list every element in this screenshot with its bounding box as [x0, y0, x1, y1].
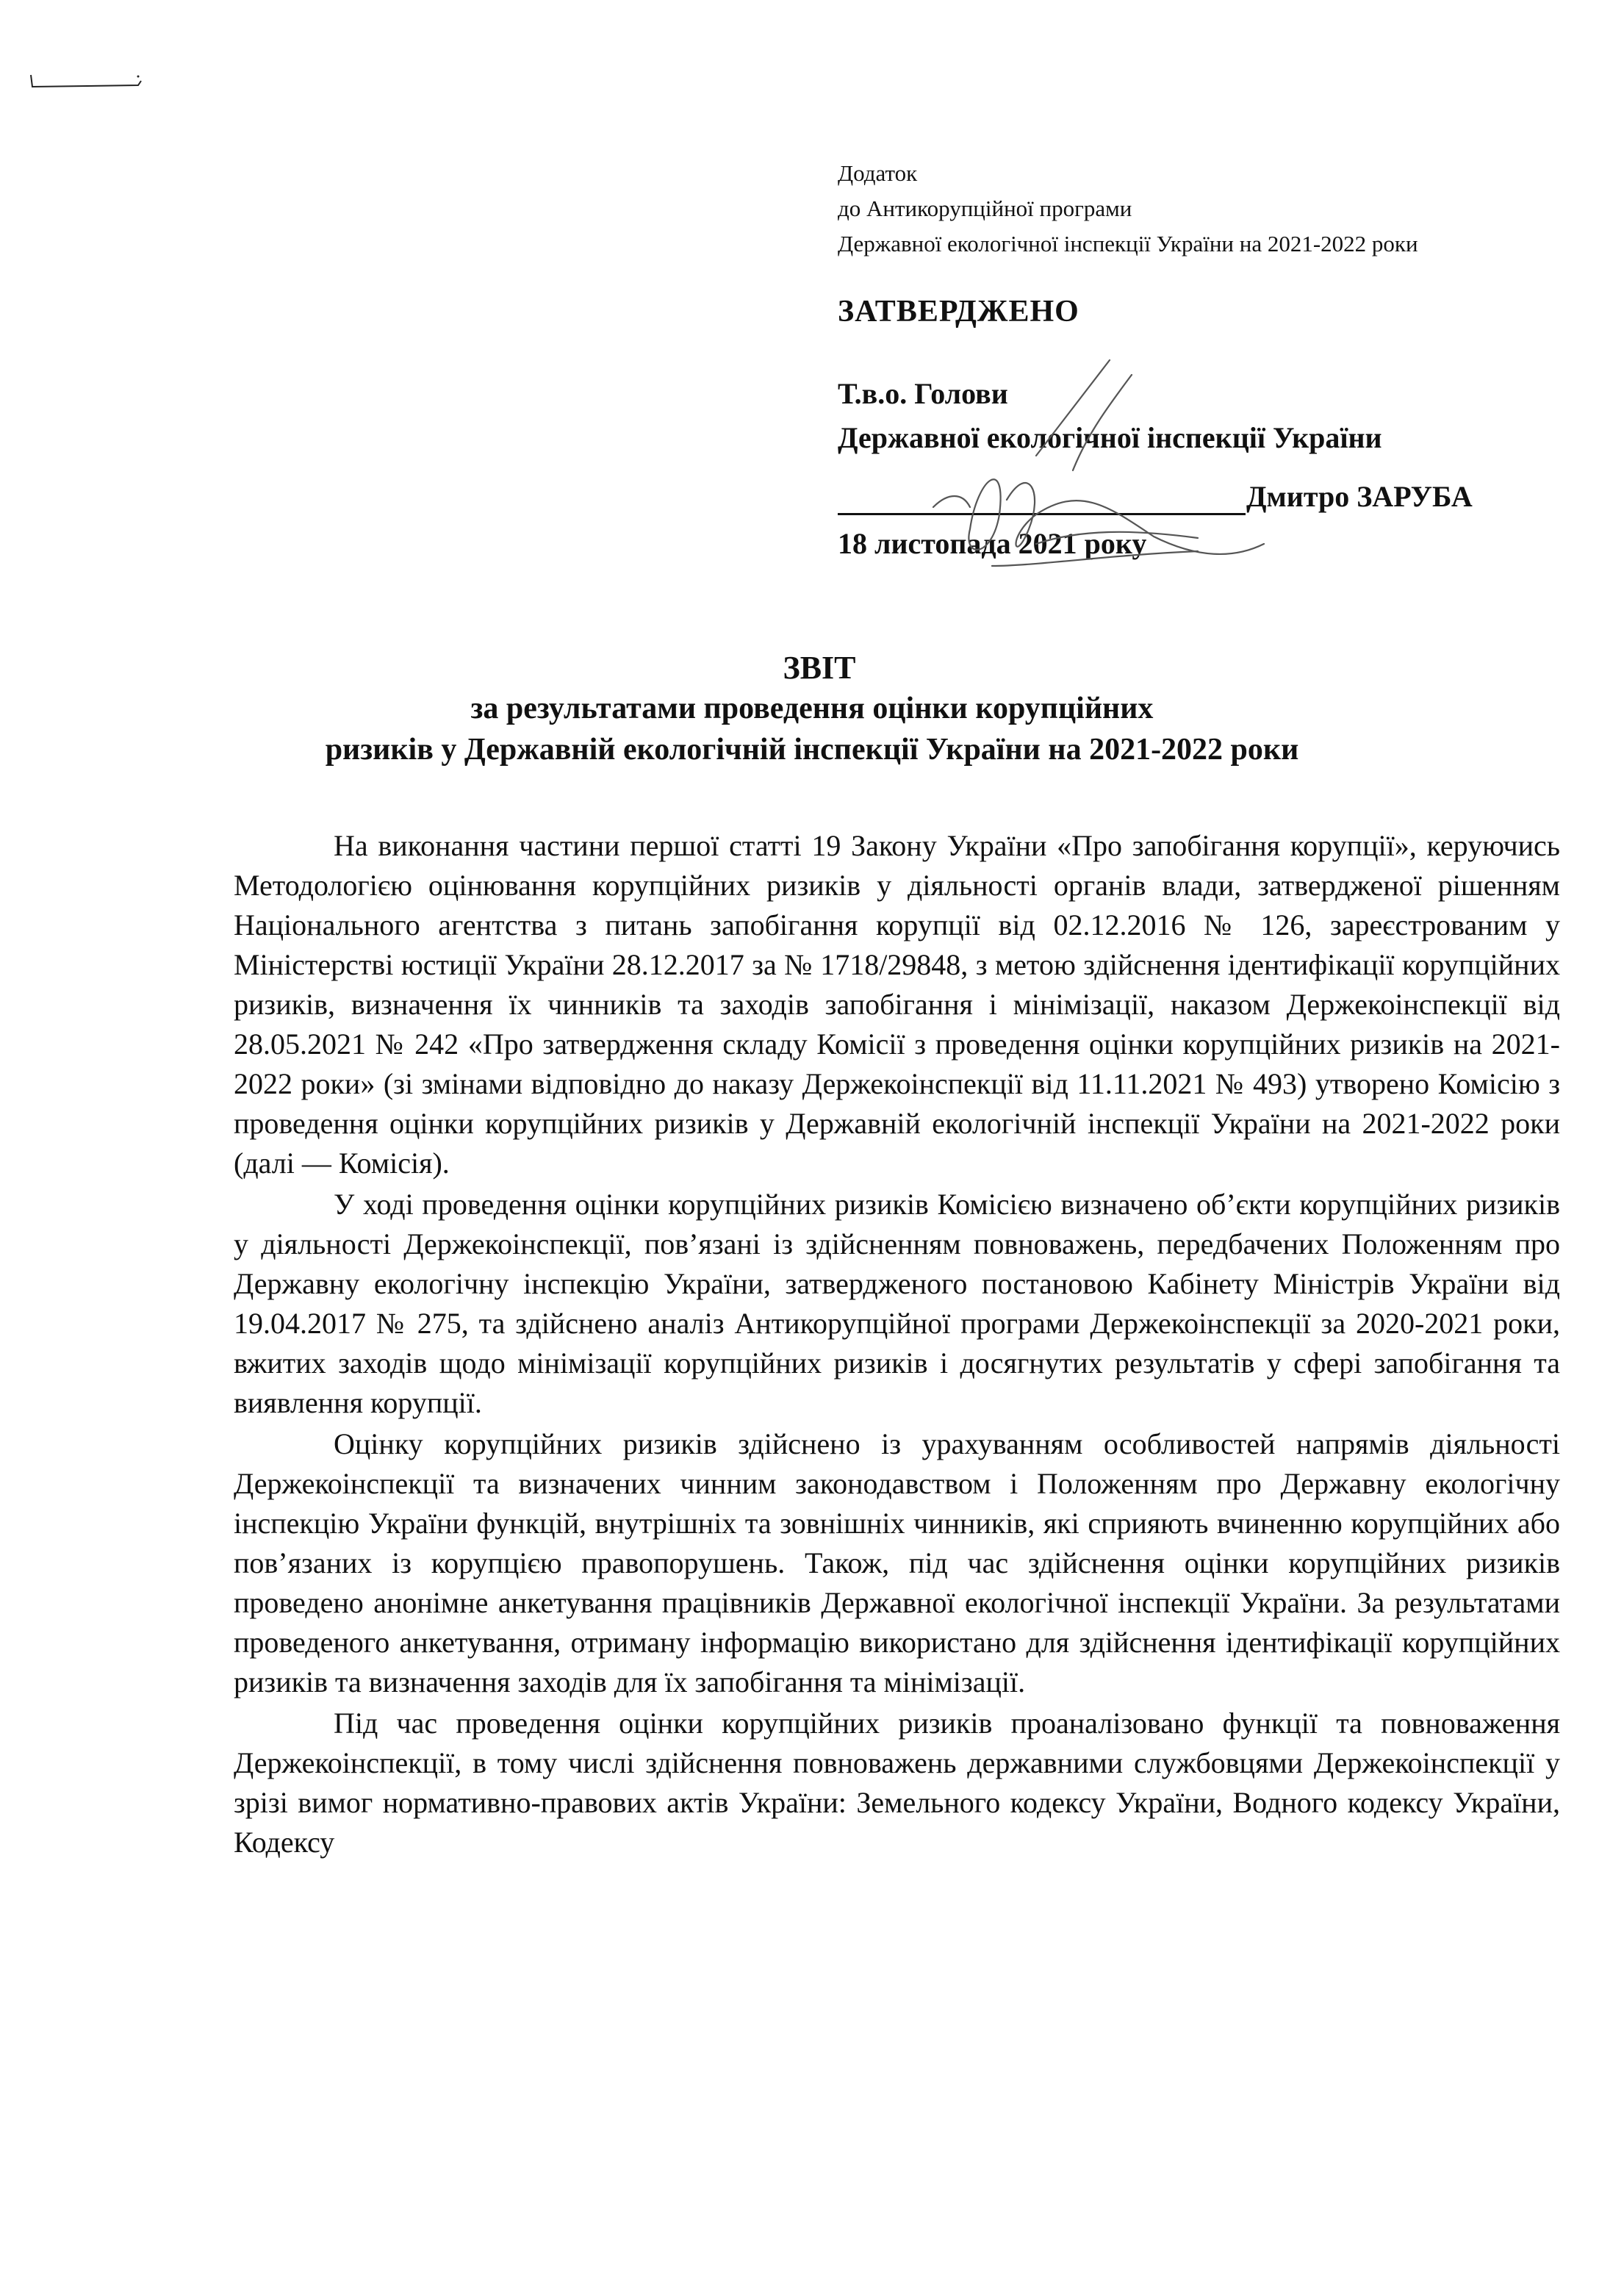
report-subtitle-line-2: ризиків у Державній екологічній інспекції України на 2021-2022 роки [325, 733, 1299, 767]
report-subtitle-line-1: за результатами проведення оцінки корупційних [470, 692, 1154, 725]
approval-title: ЗАТВЕРДЖЕНО [838, 295, 1079, 329]
body-paragraph: Оцінку корупційних ризиків здійснено із урахуванням особливостей напрямів діяльності Держекоінспекції та визначених чинним законодавством і Положенням про Державну екологічну інспекцію України функцій, внутрішніх та зовнішніх чинників, які сприяють вчиненню корупційних або пов’язаних із корупцією правопорушень. Також, під час здійснення оцінки корупційних ризиків проведено анонімне анкетування працівників Державної екологічної інспекції України. За результатами проведеного анкетування, отриману інформацію використано для здійснення ідентифікації корупційних ризиків та визначення заходів для їх запобігання та мінімізації. [234, 1427, 1560, 1698]
body-paragraph: На виконання частини першої статті 19 Закону України «Про запобігання корупції», керуючись Методологією оцінювання корупційних ризиків у діяльності органів влади, затвердженої рішенням Національного агентства з питань запобігання корупції від 02.12.2016 № 126, зареєстрованим у Міністерстві юстиції України 28.12.2017 за № 1718/29848, з метою здійснення ідентифікації корупційних ризиків, визначення їх чинників та заходів запобігання і мінімізації, наказом Держекоінспекції від 28.05.2021 № 242 «Про затвердження складу Комісії з проведення оцінки корупційних ризиків на 2021-2022 роки» (зі змінами відповідно до наказу Держекоінспекції від 11.11.2021 № 493) утворено Комісію з проведення оцінки корупційних ризиків у Державній екологічній інспекції України на 2021-2022 роки (далі — Комісія). [234, 829, 1560, 1180]
approval-date: 18 листопада 2021 року [838, 527, 1147, 560]
report-body [234, 826, 1560, 1862]
annex-line-2: до Антикорупційної програми [838, 195, 1132, 221]
handwritten-signature [889, 345, 1271, 588]
signer-name: Дмитро ЗАРУБА [1246, 480, 1473, 513]
body-paragraph: Під час проведення оцінки корупційних ризиків проаналізовано функції та повноваження Держекоінспекції, в тому числі здійснення повноважень державними службовцями Держекоінспекції у зрізі вимог нормативно-правових актів України: Земельного кодексу України, Водного кодексу України, Кодексу [234, 1707, 1560, 1859]
report-heading [0, 648, 1624, 770]
annex-note [838, 156, 1418, 262]
body-paragraph: У ході проведення оцінки корупційних ризиків Комісією визначено об’єкти корупційних ризиків у діяльності Держекоінспекції, пов’язані із здійсненням повноважень, передбачених Положенням про Державну екологічну інспекцію України, затвердженого постановою Кабінету Міністрів України від 19.04.2017 № 275, та здійснено аналіз Антикорупційної програми Держекоінспекції за 2020-2021 роки, вжитих заходів щодо мінімізації корупційних ризиків і досягнутих результатів у сфері запобігання та виявлення корупції. [234, 1188, 1560, 1419]
annex-line-1: Додаток [838, 160, 918, 186]
approver-role-line-1: Т.в.о. Голови [838, 377, 1008, 410]
report-title: ЗВІТ [783, 650, 856, 686]
annex-line-3: Державної екологічної інспекції України на 2021-2022 роки [838, 231, 1418, 256]
scan-mark [28, 71, 145, 93]
approver-role-line-2: Державної екологічної інспекції України [838, 421, 1382, 454]
